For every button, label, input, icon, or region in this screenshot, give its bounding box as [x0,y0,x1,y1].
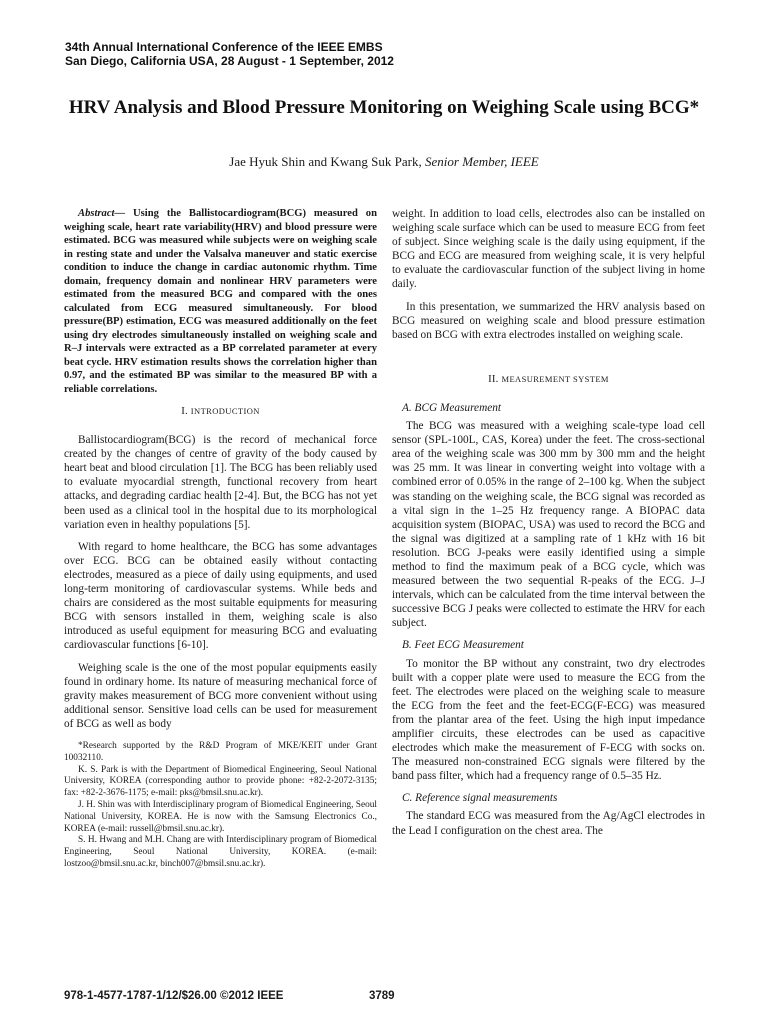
section-heading-introduction [64,404,377,418]
subsection-paragraph: The standard ECG was measured from the Ag/AgCl electrodes in the Lead I configuration on the chest area. The [392,810,705,837]
conference-header [65,40,394,68]
section-title: INTRODUCTION [190,406,260,416]
intro-continuation: weight. In addition to load cells, electrodes also can be installed on weighing scale surface which can be used to measure ECG from feet of subject. Since weighing scale is the daily using equipment, if the BCG and ECG are measured from weighing scale, it is very helpful to evaluate the cardiovascular function of the subject living in home daily. [392,208,705,291]
author-role: Senior Member, IEEE [425,154,539,169]
section-number: II. [488,372,502,385]
author-line [60,154,708,170]
intro-continuation: In this presentation, we summarized the HRV analysis based on BCG measured on weighing scale and blood pressure estimation based on BCG with extra electrodes installed on weighing scale. [392,300,705,341]
footnote: *Research supported by the R&D Program of MKE/KEIT under Grant 10032110. [64,740,377,763]
subsection-heading-bcg: A. BCG Measurement [402,401,502,414]
abstract-text: Using the Ballistocardiogram(BCG) measured on weighing scale, heart rate variability(HRV) and blood pressure were estimated. BCG was measured while subjects were on weighing scale in resting state and under the Valsalva maneuver and static exercise condition to induce the change in cardiac autonomic rhythm. Time domain, frequency domain and nonlinear HRV parameters were estimated from the measured BCG and compared with the ones calculated from ECG measured simultaneously. For blood pressure(BP) estimation, ECG was measured additionally on the feet using dry electrodes simultaneously installed on weighing scale and R–J intervals were extracted as a BP correlated parameter at every beat cycle. HRV estimation results shows the correlation higher than 0.97, and the estimated BP was similar to the measured BP with a reliable correlations. [64,208,377,395]
abstract-lead: Abstract— [78,208,126,219]
left-column [64,207,377,871]
footnote: J. H. Shin was with Interdisciplinary program of Biomedical Engineering, Seoul National University, KOREA. He is now with the Samsung Electronics Co., KOREA (e-mail: russell@bmsil.snu.ac.kr). [64,799,377,834]
copyright-footer: 978-1-4577-1787-1/12/$26.00 ©2012 IEEE [64,990,284,1002]
footnotes [64,741,377,871]
footnote: K. S. Park is with the Department of Biomedical Engineering, Seoul National University, KOREA (corresponding author to provide phone: +82-2-2072-3135; fax: +82-2-3676-1175; e-mail: pks@bmsil.snu.ac.kr). [64,764,377,799]
section-title: MEASUREMENT SYSTEM [501,373,609,384]
right-column [392,207,705,846]
intro-paragraph: Weighing scale is the one of the most popular equipments easily found in ordinary home. Its nature of measuring mechanical force of gravity makes measurement of BCG more convenient without using additional sensor. Sensitive load cells can be used for measurement of BCG as well as body [64,661,377,730]
page-number: 3789 [369,990,395,1002]
intro-paragraph: With regard to home healthcare, the BCG has some advantages over ECG. BCG can be obtained easily without contacting electrodes, measured as a piece of daily using equipments, and used long-term monitoring of cardiovascular systems. While beds and chairs are considered as the most suitable equipments for measuring BCG with sensors installed in them, weighing scale is also introduced as useful equipment for measuring BCG and evaluating cardiovascular functions [6-10]. [64,540,377,652]
abstract [64,207,377,396]
paper-title: HRV Analysis and Blood Pressure Monitoring on Weighing Scale using BCG* [68,97,700,118]
subsection-paragraph: The BCG was measured with a weighing scale-type load cell sensor (SPL-100L, CAS, Korea) under the feet. The cross-sectional area of the weighing scale was 300 mm by 300 mm and the height was 25 mm. It was linear in converting weight into voltage with a combined error of 0.05% in the range of 2–100 kg. When the subject was standing on the weighing scale, the BCG signal was recorded as a vital sign in the 1–25 Hz frequency range. A BIOPAC data acquisition system (BIOPAC, USA) was used to record the BCG and the signal was digitized at a sampling rate of 1 kHz with 16 bit resolution. BCG J-peaks were easily identified using a simple method to find the maximum peak of a BCG cycle, which was measured between the two sequential R-peaks of the ECG. J–J intervals, which can be calculated from the time interval between the successive BCG J peaks were collected to estimate the HRV for each subject. [392,420,705,630]
subsection-heading-feet-ecg: B. Feet ECG Measurement [402,639,524,652]
footnote: S. H. Hwang and M.H. Chang are with Interdisciplinary program of Biomedical Engineering, Seoul National University, KOREA. (e-mail: lostzoo@bmsil.snu.ac.kr, binch007@bmsil.snu.ac.kr). [64,835,377,869]
section-number: I. [181,405,191,417]
spacer [392,350,705,372]
section-heading-measurement [392,372,705,386]
intro-paragraph: Ballistocardiogram(BCG) is the record of mechanical force created by the changes of centre of gravity of the body caused by heart beat and blood circulation [1]. The BCG has been reliably used to evaluate myocardial strength, functional recovery from heart attacks, and degrading cardiac health [2-4]. But, the BCG has not yet been used as a clinical tool in the hospital due to its morphological variation even in healthy populations [5]. [64,434,377,531]
subsection-heading-reference: C. Reference signal measurements [402,792,558,805]
conference-name: 34th Annual International Conference of the IEEE EMBS [65,40,383,54]
subsection-paragraph: To monitor the BP without any constraint, two dry electrodes built with a copper plate were used to measure the ECG from the feet. The electrodes were placed on the weighing scale to measure the ECG from the feet and the feet-ECG(F-ECG) was measured from the plantar area of the feet. Using the high input impedance amplifier circuits, these electrodes can be used as capacitive electrodes which make the measurement of F-ECG with socks on. The measured non-constrained ECG signals were filtered by the band pass filter, which had a frequency range of 0.5–35 Hz. [392,657,705,783]
conference-location: San Diego, California USA, 28 August - 1 September, 2012 [65,54,394,68]
author-names: Jae Hyuk Shin and Kwang Suk Park, [229,154,425,169]
